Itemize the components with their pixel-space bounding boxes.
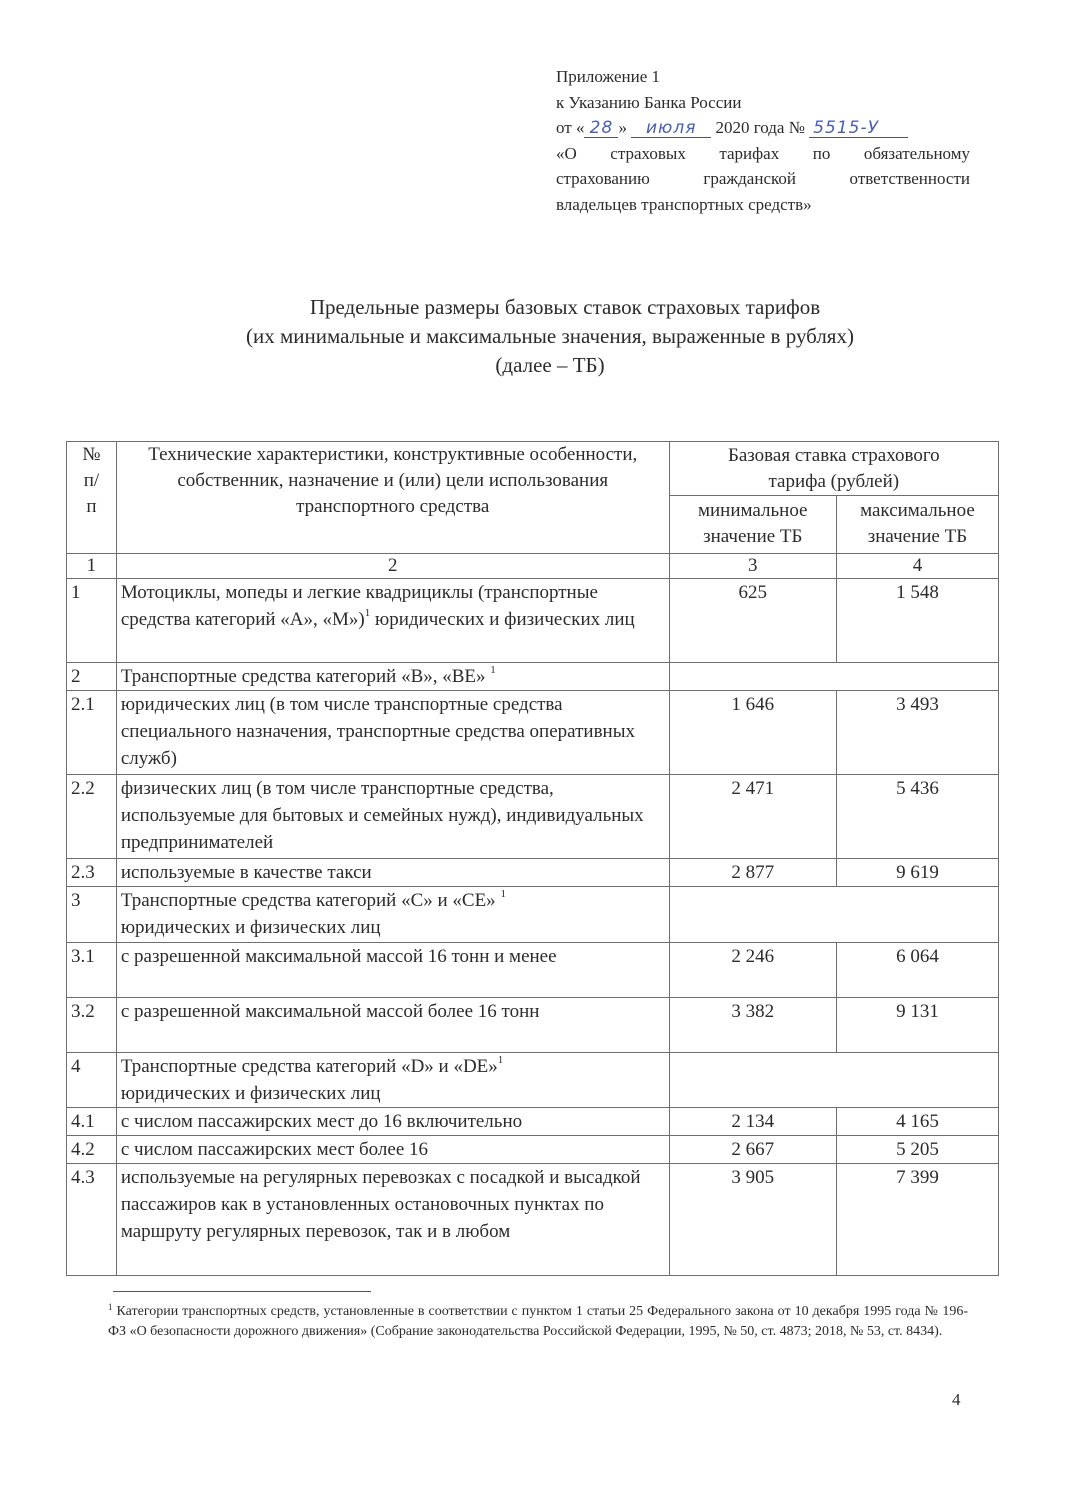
colnum: 1 (67, 554, 117, 579)
table-row (67, 1164, 999, 1276)
page-title (150, 293, 950, 380)
tariff-table (66, 441, 999, 1276)
appendix-date-line: от « 28 » июля 2020 года № 5515-У (556, 115, 970, 141)
handwritten-month: июля (631, 119, 711, 138)
footnote-divider (113, 1291, 371, 1292)
header-rate-group: Базовая ставка страхового тарифа (рублей) (669, 442, 998, 496)
table-row (67, 1108, 999, 1136)
empty-merged-cell (669, 663, 998, 691)
row-description: Транспортные средства категорий «D» и «DE»$^1$ юридических и физических лиц (116, 1053, 669, 1108)
row-number: 2.2 (67, 775, 117, 859)
appendix-ref: к Указанию Банка России (556, 92, 742, 112)
row-description: юридических лиц (в том числе транспортные средства специального назначения, транспортные средства оперативных служб) (116, 691, 669, 775)
empty-merged-cell (669, 1053, 998, 1108)
row-number: 3 (67, 887, 117, 943)
row-number: 1 (67, 579, 117, 663)
header-min: минимальное значение ТБ (669, 496, 836, 554)
min-value: 2 246 (669, 943, 836, 998)
header-description: Технические характеристики, конструктивные особенности, собственник, назначение и (или) цели использования транспортного средства (116, 442, 669, 554)
empty-merged-cell (669, 887, 998, 943)
colnum: 3 (669, 554, 836, 579)
row-number: 3.1 (67, 943, 117, 998)
max-value: 6 064 (836, 943, 998, 998)
title-line-3: (далее – ТБ) (495, 353, 605, 377)
table-row (67, 859, 999, 887)
max-value: 9 619 (836, 859, 998, 887)
row-description: с разрешенной максимальной массой 16 тонн и менее (116, 943, 669, 998)
max-value: 9 131 (836, 998, 998, 1053)
table-row (67, 1136, 999, 1164)
header-no: № п/п (67, 442, 117, 554)
colnum: 2 (116, 554, 669, 579)
handwritten-day: 28 (584, 119, 618, 138)
appendix-label: Приложение 1 (556, 67, 660, 86)
date-year: 2020 года № (715, 118, 805, 137)
colnum: 4 (836, 554, 998, 579)
max-value: 5 436 (836, 775, 998, 859)
min-value: 3 905 (669, 1164, 836, 1276)
table-row-section (67, 1053, 999, 1108)
footnote-marker: 1 (108, 1302, 113, 1312)
table-row (67, 691, 999, 775)
max-value: 5 205 (836, 1136, 998, 1164)
row-number: 2 (67, 663, 117, 691)
row-number: 4 (67, 1053, 117, 1108)
footnote-ref: 1 (500, 888, 506, 900)
min-value: 3 382 (669, 998, 836, 1053)
table-row (67, 579, 999, 663)
row-description: физических лиц (в том числе транспортные средства, используемые для бытовых и семейных нужд), индивидуальных предпринимателей (116, 775, 669, 859)
max-value: 1 548 (836, 579, 998, 663)
row-description: с числом пассажирских мест до 16 включительно (116, 1108, 669, 1136)
table-row (67, 998, 999, 1053)
max-value: 4 165 (836, 1108, 998, 1136)
title-line-2: (их минимальные и максимальные значения, выраженные в рублях) (246, 324, 854, 348)
ref-line-3: владельцев транспортных средств» (556, 194, 812, 214)
footnote-text: Категории транспортных средств, установленные в соответствии с пунктом 1 статьи 25 Федерального закона от 10 декабря 1995 года № 196-ФЗ «О безопасности дорожного движения» (Собрание законодательства Российской Федерации, 1995, № 50, ст. 4873; 2018, № 53, ст. 8434). (108, 1304, 968, 1339)
row-number: 4.1 (67, 1108, 117, 1136)
row-number: 2.3 (67, 859, 117, 887)
min-value: 2 877 (669, 859, 836, 887)
page-number: 4 (952, 1390, 961, 1409)
ref-line-1: «О страховых тарифах по обязательному (556, 143, 970, 163)
table-row (67, 775, 999, 859)
row-number: 2.1 (67, 691, 117, 775)
column-number-row (67, 554, 999, 579)
row-description: с разрешенной максимальной массой более 16 тонн (116, 998, 669, 1053)
min-value: 2 471 (669, 775, 836, 859)
row-description: Транспортные средства категорий «В», «ВЕ» $^1$ (116, 663, 669, 691)
table-row-section (67, 887, 999, 943)
header-max: максимальное значение ТБ (836, 496, 998, 554)
row-description: используемые на регулярных перевозках с посадкой и высадкой пассажиров как в установленных остановочных пунктах по маршруту регулярных перевозок, так и в любом (116, 1164, 669, 1276)
row-description: Мотоциклы, мопеды и легкие квадрициклы (транспортные средства категорий «А», «М»)$^1$ юридических и физических лиц (116, 579, 669, 663)
table-row-section (67, 663, 999, 691)
min-value: 625 (669, 579, 836, 663)
row-number: 3.2 (67, 998, 117, 1053)
row-description: используемые в качестве такси (116, 859, 669, 887)
row-number: 4.3 (67, 1164, 117, 1276)
min-value: 2 134 (669, 1108, 836, 1136)
footnote-ref: 1 (497, 1054, 504, 1066)
row-description: Транспортные средства категорий «С» и «СЕ» $^1$ юридических и физических лиц (116, 887, 669, 943)
max-value: 3 493 (836, 691, 998, 775)
ref-line-2: страхованию гражданской ответственности (556, 169, 970, 188)
title-line-1: Предельные размеры базовых ставок страховых тарифов (309, 295, 821, 319)
min-value: 1 646 (669, 691, 836, 775)
footnote (108, 1302, 968, 1342)
table-row (67, 943, 999, 998)
min-value: 2 667 (669, 1136, 836, 1164)
footnote-ref: 1 (364, 607, 371, 619)
handwritten-doc-number: 5515-У (809, 119, 908, 138)
footnote-ref: 1 (490, 664, 496, 676)
max-value: 7 399 (836, 1164, 998, 1276)
row-description: с числом пассажирских мест более 16 (116, 1136, 669, 1164)
row-number: 4.2 (67, 1136, 117, 1164)
approval-block (556, 64, 970, 217)
